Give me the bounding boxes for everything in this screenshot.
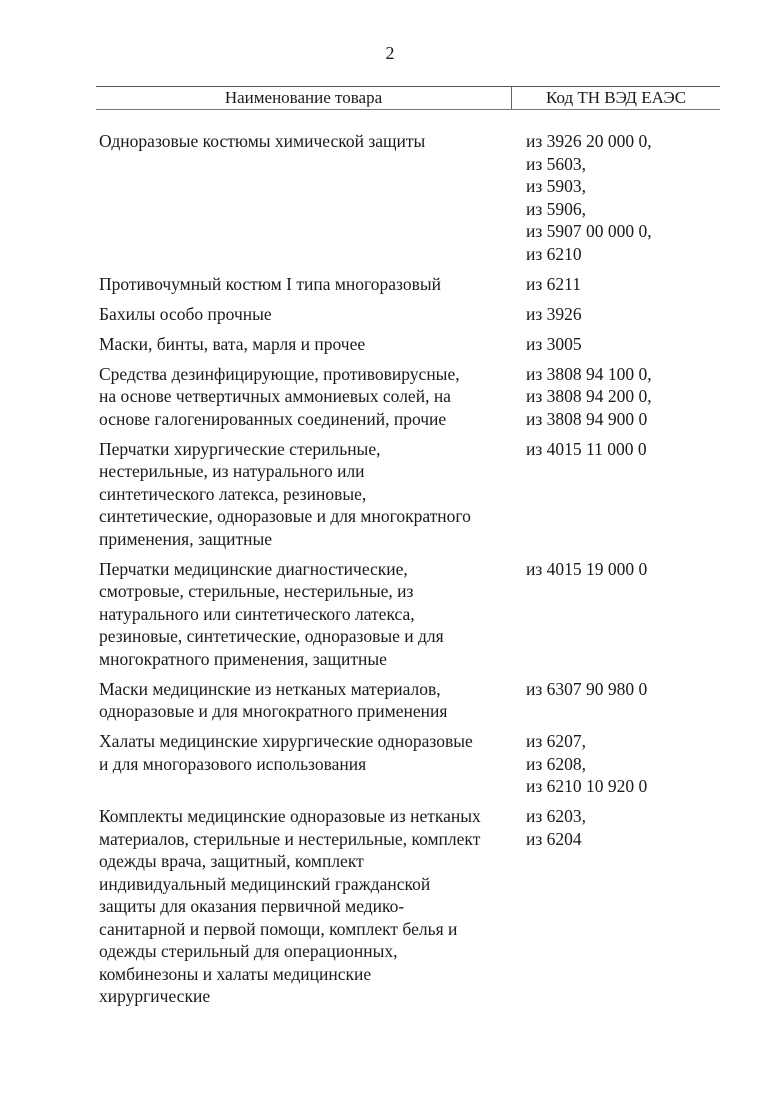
product-name-cell: Комплекты медицинские одноразовые из нетканых материалов, стерильные и нестерильные, комплект одежды врача, защитный, комплект индивидуальный медицинский гражданской защиты для оказания первичной медико- санитарной и первой помощи, комплект белья и одежды стерильный для операционных, комбинезоны и халаты медицинские хирургические <box>99 806 481 1006</box>
product-name-cell: Маски, бинты, вата, марля и прочее <box>99 333 366 354</box>
table-row <box>99 805 739 1008</box>
column-header-tn-ved-code: Код ТН ВЭД ЕАЭС <box>545 88 687 107</box>
tn-ved-code-cell: из 3926 20 000 0, из 5603, из 5903, из 5906, из 5907 00 000 0, из 6210 <box>526 131 652 264</box>
table-row <box>99 363 739 431</box>
tn-ved-code-cell: из 6307 90 980 0 <box>526 678 648 699</box>
product-name-cell: Перчатки хирургические стерильные, нестерильные, из натурального или синтетического латекса, резиновые, синтетические, одноразовые и для многократного применения, защитные <box>99 438 471 549</box>
goods-table-body <box>99 130 739 1015</box>
table-row <box>99 273 739 296</box>
product-name-cell: Бахилы особо прочные <box>99 303 272 324</box>
tn-ved-code-cell: из 4015 19 000 0 <box>526 558 648 579</box>
table-row <box>99 303 739 326</box>
table-row <box>99 730 739 798</box>
tn-ved-code-cell: из 6207, из 6208, из 6210 10 920 0 <box>526 731 648 796</box>
table-row <box>99 558 739 671</box>
column-header-product-name: Наименование товара <box>96 87 512 109</box>
product-name-cell: Одноразовые костюмы химической защиты <box>99 131 426 151</box>
product-name-cell: Противочумный костюм I типа многоразовый <box>99 273 441 294</box>
table-header <box>96 86 720 110</box>
product-name-cell: Перчатки медицинские диагностические, смотровые, стерильные, нестерильные, из натурального или синтетического латекса, резиновые, синтетические, одноразовые и для многократного применения, защитные <box>99 558 444 669</box>
tn-ved-code-cell: из 6203, из 6204 <box>526 806 587 849</box>
tn-ved-code-cell: из 4015 11 000 0 <box>526 438 647 459</box>
table-row <box>99 678 739 723</box>
tn-ved-code-cell: из 3926 <box>526 303 582 324</box>
tn-ved-code-cell: из 3005 <box>526 333 582 354</box>
table-row <box>99 130 739 265</box>
product-name-cell: Маски медицинские из нетканых материалов, одноразовые и для многократного применения <box>99 678 448 721</box>
table-row <box>99 333 739 356</box>
page-number: 2 <box>385 43 395 63</box>
product-name-cell: Средства дезинфицирующие, противовирусные, на основе четвертичных аммониевых солей, на основе галогенированных соединений, прочие <box>99 363 460 429</box>
tn-ved-code-cell: из 6211 <box>526 273 582 294</box>
product-name-cell: Халаты медицинские хирургические одноразовые и для многоразового использования <box>99 731 473 774</box>
tn-ved-code-cell: из 3808 94 100 0, из 3808 94 200 0, из 3808 94 900 0 <box>526 363 652 429</box>
table-row <box>99 438 739 551</box>
